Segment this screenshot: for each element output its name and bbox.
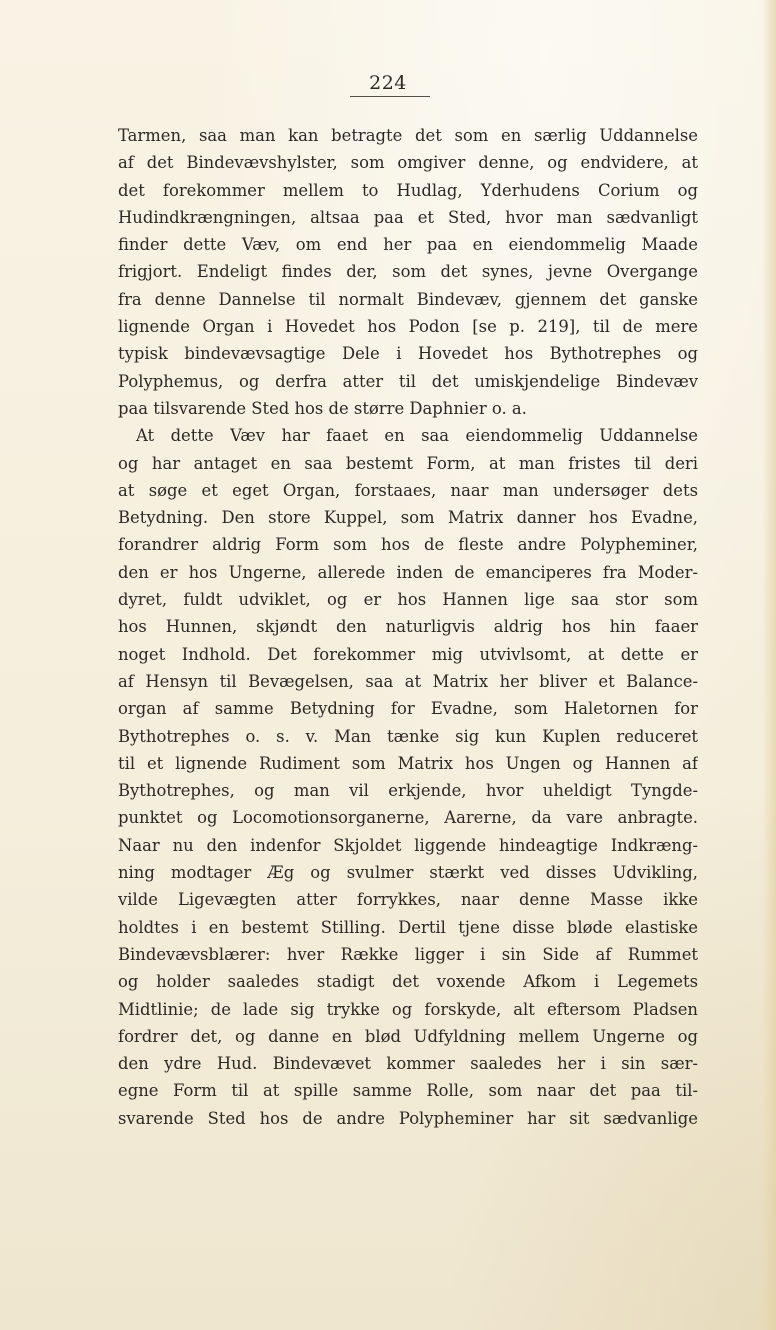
text-line: Midtlinie; de lade sig trykke og forskyde, alt eftersom Pladsen	[118, 999, 698, 1019]
text-line: Bindevævsblærer: hver Række ligger i sin Side af Rummet	[118, 944, 698, 964]
page-number: 224	[369, 72, 407, 94]
text-line: Bythotrephes, og man vil erkjende, hvor uheldigt Tyngde-	[118, 781, 698, 801]
page-number-rule	[350, 96, 430, 97]
text-line: fra denne Dannelse til normalt Bindevæv, gjennem det ganske	[118, 289, 698, 309]
text-line: paa tilsvarende Sted hos de større Daphnier o. a.	[118, 398, 527, 418]
text-line: den ydre Hud. Bindevævet kommer saaledes her i sin sær-	[118, 1054, 698, 1074]
text-line: noget Indhold. Det forekommer mig utvivlsomt, at dette er	[118, 644, 698, 664]
page-edge-shadow	[762, 0, 776, 1330]
text-line: det forekommer mellem to Hudlag, Yderhudens Corium og	[118, 180, 698, 200]
text-line: svarende Sted hos de andre Polypheminer har sit sædvanlige	[118, 1108, 698, 1128]
text-line: egne Form til at spille samme Rolle, som naar det paa til-	[118, 1081, 698, 1101]
text-line: fordrer det, og danne en blød Udfyldning mellem Ungerne og	[118, 1026, 698, 1046]
text-line: og har antaget en saa bestemt Form, at man fristes til deri	[118, 453, 698, 473]
text-line: punktet og Locomotionsorganerne, Aarerne, da vare anbragte.	[118, 808, 698, 828]
text-line: Naar nu den indenfor Skjoldet liggende hindeagtige Indkræng-	[118, 835, 698, 855]
text-line: Betydning. Den store Kuppel, som Matrix danner hos Evadne,	[118, 508, 698, 528]
text-line: typisk bindevævsagtige Dele i Hovedet hos Bythotrephes og	[118, 344, 698, 364]
text-line: til et lignende Rudiment som Matrix hos Ungen og Hannen af	[118, 753, 698, 773]
text-line: frigjort. Endeligt findes der, som det synes, jevne Overgange	[118, 262, 698, 282]
text-line: Hudindkrængningen, altsaa paa et Sted, hvor man sædvanligt	[118, 207, 698, 227]
text-line: Bythotrephes o. s. v. Man tænke sig kun Kuplen reduceret	[118, 726, 698, 746]
text-line: lignende Organ i Hovedet hos Podon [se p. 219], til de mere	[118, 317, 698, 337]
text-line: ning modtager Æg og svulmer stærkt ved disses Udvikling,	[118, 863, 698, 883]
body-text	[118, 122, 698, 1132]
text-line: At dette Væv har faaet en saa eiendommelig Uddannelse	[136, 426, 698, 446]
text-line: forandrer aldrig Form som hos de fleste andre Polypheminer,	[118, 535, 698, 555]
text-line: at søge et eget Organ, forstaaes, naar man undersøger dets	[118, 480, 698, 500]
text-line: holdtes i en bestemt Stilling. Dertil tjene disse bløde elastiske	[118, 917, 698, 937]
text-line: organ af samme Betydning for Evadne, som Haletornen for	[118, 699, 698, 719]
text-line: Polyphemus, og derfra atter til det umiskjendelige Bindevæv	[118, 371, 698, 391]
text-line: hos Hunnen, skjøndt den naturligvis aldrig hos hin faaer	[118, 617, 698, 637]
text-line: vilde Ligevægten atter forrykkes, naar denne Masse ikke	[118, 890, 698, 910]
text-line: af det Bindevævshylster, som omgiver denne, og endvidere, at	[118, 153, 698, 173]
text-line: dyret, fuldt udviklet, og er hos Hannen lige saa stor som	[118, 590, 698, 610]
text-line: af Hensyn til Bevægelsen, saa at Matrix her bliver et Balance-	[118, 671, 698, 691]
text-line: Tarmen, saa man kan betragte det som en særlig Uddannelse	[118, 126, 698, 145]
text-line: den er hos Ungerne, allerede inden de emanciperes fra Moder-	[118, 562, 698, 582]
text-line: finder dette Væv, om end her paa en eiendommelig Maade	[118, 235, 698, 255]
text-line: og holder saaledes stadigt det voxende Afkom i Legemets	[118, 972, 698, 992]
